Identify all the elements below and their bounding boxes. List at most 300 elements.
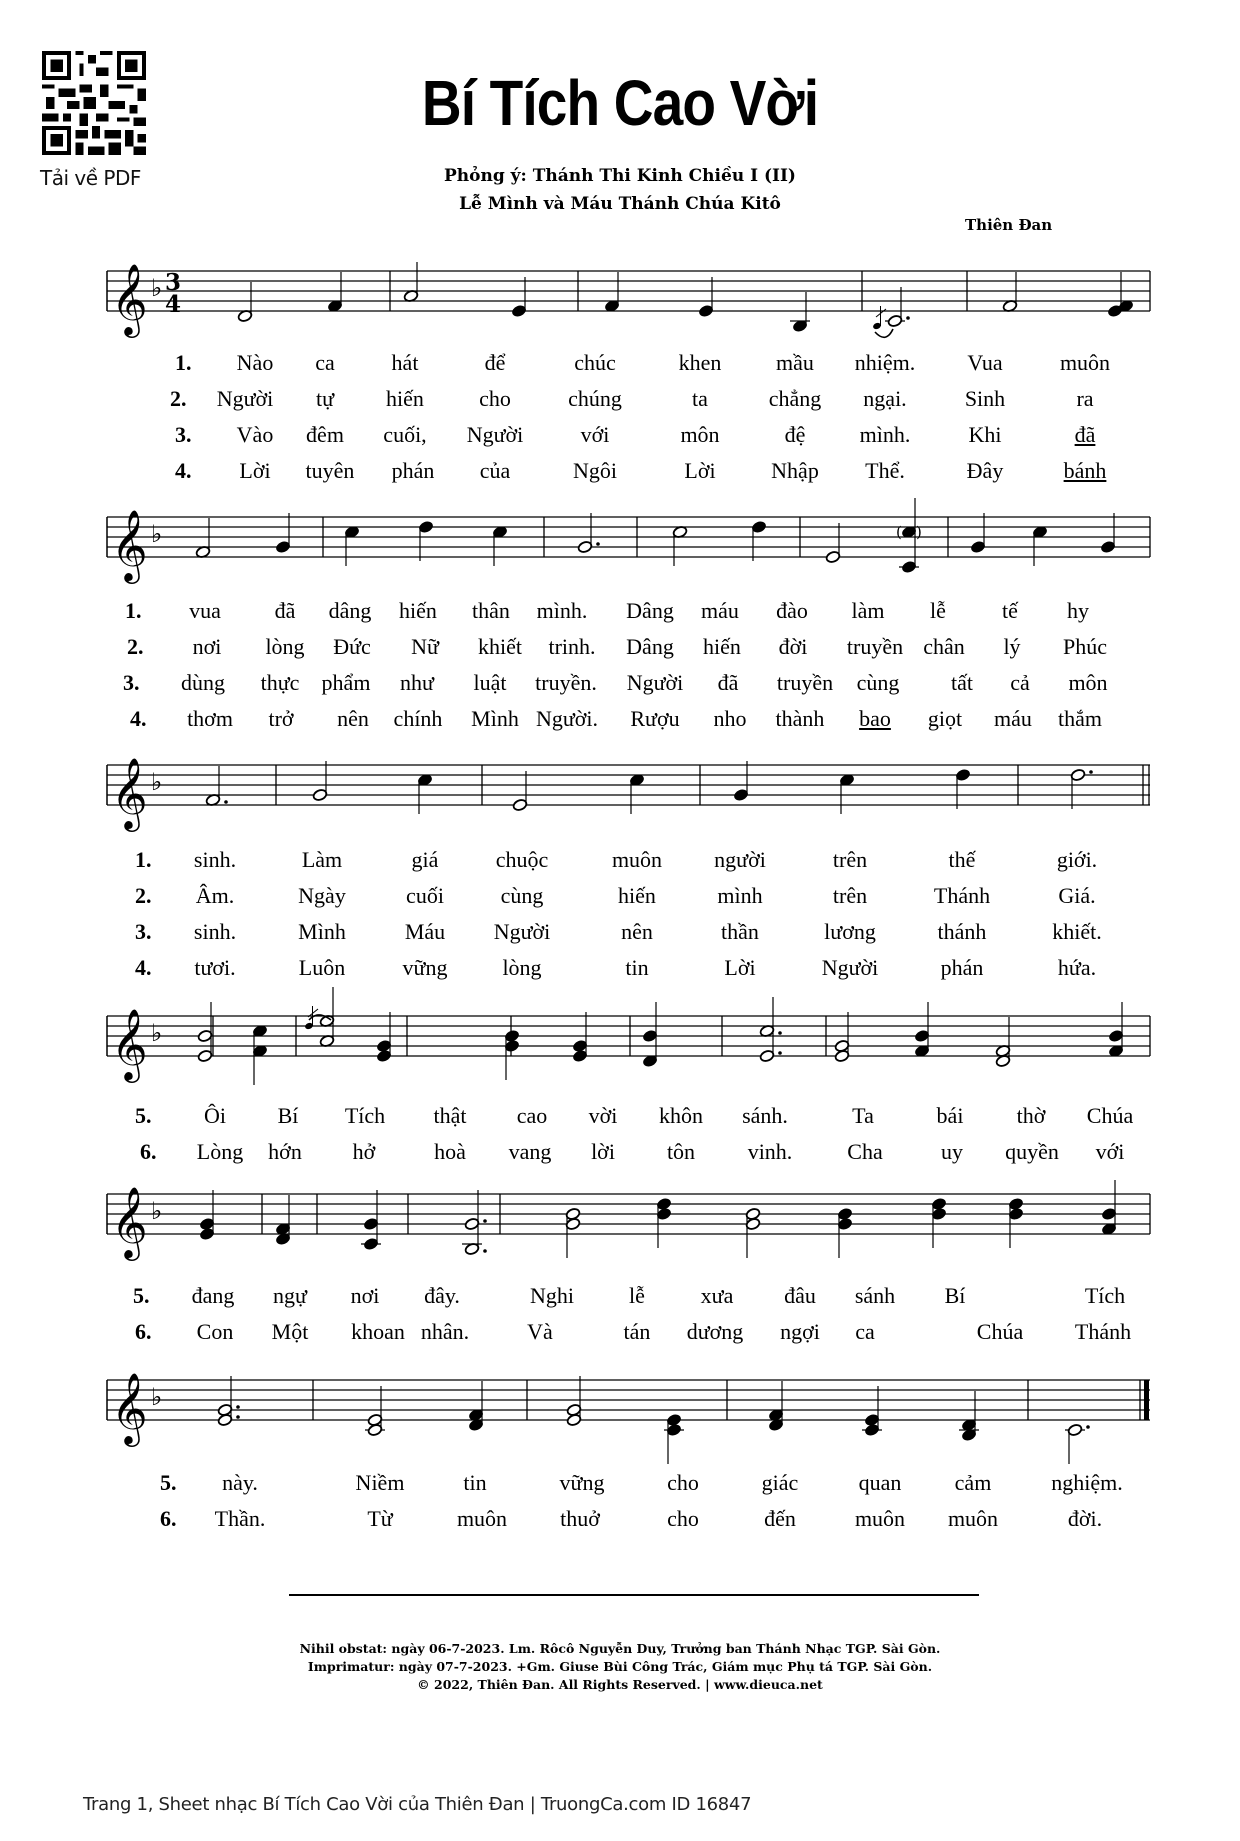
quarter-note — [664, 1413, 684, 1464]
lyric-word: muôn — [611, 847, 663, 872]
lyric-word: Ta — [852, 1103, 874, 1128]
staff-system — [107, 498, 1150, 584]
quarter-note — [504, 1029, 520, 1080]
lyric-word: giác — [761, 1470, 799, 1495]
lyric-word: cho — [667, 1506, 699, 1531]
lyric-word: Mình — [471, 706, 519, 731]
lyric-word: khen — [678, 350, 722, 375]
lyric-word: người — [714, 847, 766, 872]
lyric-word: khôn — [659, 1103, 703, 1128]
lyric-word: cuối, — [383, 422, 427, 447]
copyright: © 2022, Thiên Đan. All Rights Reserved. | www.dieuca.net — [417, 1677, 823, 1692]
lyric-word: lời — [591, 1139, 615, 1164]
time-signature-bottom: 4 — [165, 291, 182, 318]
lyric-word: lương — [824, 919, 876, 944]
lyric-word: phán — [940, 955, 984, 980]
lyric-word: tế — [1002, 598, 1018, 623]
lyric-word: trên — [832, 883, 868, 908]
lyric-word: thần — [721, 919, 759, 944]
lyric-word: thánh — [937, 919, 987, 944]
lyric-word: này. — [222, 1470, 258, 1495]
lyric-word: giọt — [927, 706, 963, 731]
quarter-note — [1108, 1002, 1124, 1058]
lyric-word: thờ — [1016, 1103, 1046, 1128]
lyric-word: chuộc — [495, 847, 549, 872]
lyric-word: bánh — [1063, 458, 1107, 483]
lyric-word: truyền — [776, 670, 834, 695]
half-note — [672, 525, 688, 566]
staff-system — [107, 262, 1150, 338]
lyric-word: phẩm — [321, 670, 371, 695]
verse-number: 5. — [160, 1470, 177, 1495]
half-note — [1002, 272, 1018, 313]
lyric-word: hớn — [268, 1139, 302, 1164]
lyric-word: Rượu — [630, 706, 680, 731]
lyric-word: Đức — [333, 634, 371, 659]
lyric-word: nghiệm. — [1051, 1470, 1123, 1495]
lyric-word: chẳng — [768, 386, 822, 411]
lyric-word: Nhập — [771, 458, 819, 483]
lyric-word: sánh. — [742, 1103, 788, 1128]
lyric-word: hứa. — [1057, 955, 1097, 980]
lyric-word: môn — [680, 422, 720, 447]
lyric-word: máu — [994, 706, 1032, 731]
quarter-note — [327, 272, 343, 313]
lyric-word: Lời — [239, 458, 271, 483]
lyric-word: Tích — [344, 1103, 386, 1128]
verse-number: 1. — [125, 598, 142, 623]
lyric-word: dâng — [328, 598, 372, 623]
verse-number: 3. — [135, 919, 152, 944]
lyric-word: nơi — [192, 634, 222, 659]
lyric-word: cho — [667, 1470, 699, 1495]
imprimatur: Imprimatur: ngày 07-7-2023. +Gm. Giuse Bùi Công Trác, Giám mục Phụ tá TGP. Sài Gòn. — [307, 1659, 933, 1674]
quarter-note — [698, 277, 714, 318]
lyric-word: với — [580, 422, 610, 447]
lyric-word: muôn — [1059, 350, 1111, 375]
lyric-word: với — [1095, 1139, 1125, 1164]
lyric-word: sinh. — [193, 847, 237, 872]
quarter-note — [1008, 1197, 1024, 1248]
quarter-note — [837, 1207, 853, 1258]
quarter-note — [656, 1197, 672, 1248]
quarter-note — [572, 1012, 588, 1063]
lyric-word: Phúc — [1063, 634, 1107, 659]
lyric-word: đào — [776, 598, 808, 623]
lyric-word: nhân. — [420, 1319, 470, 1344]
lyric-word: cuối — [406, 883, 444, 908]
quarter-note — [361, 1190, 381, 1251]
half-note — [403, 262, 419, 303]
page-footer: Trang 1, Sheet nhạc Bí Tích Cao Vời của Thiên Đan | TruongCa.com ID 16847 — [83, 1794, 752, 1815]
quarter-note — [955, 768, 971, 809]
subtitle-inspiration: Phỏng ý: Thánh Thi Kinh Chiều I (II) — [444, 166, 796, 186]
flat-key-signature-icon: ♭ — [151, 520, 163, 548]
lyric-word: mình. — [859, 422, 911, 447]
quarter-note — [914, 1002, 930, 1058]
lyric-word: dương — [686, 1319, 744, 1344]
quarter-note — [839, 773, 855, 814]
lyric-word: hiến — [386, 386, 424, 411]
lyric-word: truyền. — [535, 670, 597, 695]
lyric-word: đã — [1074, 422, 1096, 447]
lyric-word: đời — [778, 634, 808, 659]
lyric-word: Lòng — [196, 1139, 244, 1164]
dotted-half-note — [205, 766, 228, 807]
dotted-half-note — [1065, 1423, 1090, 1464]
lyric-word: lòng — [502, 955, 542, 980]
lyric-word: đệ — [784, 422, 806, 447]
half-note — [197, 1002, 213, 1063]
lyric-word: Từ — [367, 1506, 393, 1531]
lyric-word: thực — [260, 670, 300, 695]
lyric-word: dùng — [181, 670, 225, 695]
verse-number: 1. — [175, 350, 192, 375]
quarter-note — [931, 1197, 947, 1248]
nihil-obstat: Nihil obstat: ngày 06-7-2023. Lm. Rôcô Nguyễn Duy, Trưởng ban Thánh Nhạc TGP. Sài Gòn. — [299, 1641, 941, 1656]
lyric-word: Thánh — [1074, 1319, 1132, 1344]
lyric-word: bái — [936, 1103, 964, 1128]
lyric-word: muôn — [456, 1506, 508, 1531]
treble-clef-icon: 𝄞 — [111, 262, 148, 335]
lyric-word: cao — [516, 1103, 548, 1128]
lyric-word: hiến — [399, 598, 437, 623]
lyric-word: Mình — [298, 919, 346, 944]
lyric-word: Bí — [944, 1283, 966, 1308]
quarter-note — [275, 513, 291, 554]
lyric-word: Ngày — [298, 883, 346, 908]
verse-number: 2. — [170, 386, 187, 411]
lyric-word: hiến — [618, 883, 656, 908]
lyric-word: cho — [479, 386, 511, 411]
lyric-word: hy — [1067, 598, 1089, 623]
quarter-note — [275, 1195, 291, 1246]
lyric-word: chúng — [568, 386, 622, 411]
lyric-word: của — [479, 458, 511, 483]
lyric-word: Luôn — [298, 955, 346, 980]
lyric-word: đã — [717, 670, 739, 695]
lyric-word: Người — [493, 919, 551, 944]
lyric-word: Vua — [967, 350, 1003, 375]
lyric-word: nơi — [350, 1283, 380, 1308]
lyric-word: Sinh — [964, 386, 1006, 411]
lyric-word: Thần. — [214, 1506, 266, 1531]
lyric-word: Niềm — [355, 1470, 405, 1495]
lyric-word: Khi — [968, 422, 1002, 447]
lyric-word: tin — [625, 955, 649, 980]
lyric-word: tôn — [666, 1139, 696, 1164]
song-title: Bí Tích Cao Vời — [421, 67, 819, 139]
lyric-word: vững — [559, 1470, 605, 1495]
lyric-word: ta — [692, 386, 708, 411]
lyric-word: tuyên — [305, 458, 355, 483]
lyric-word: thân — [472, 598, 510, 623]
lyric-word: Nào — [236, 350, 274, 375]
lyric-word: vững — [402, 955, 448, 980]
lyric-word: như — [400, 670, 434, 695]
lyric-word: Vào — [236, 422, 274, 447]
lyric-word: Và — [527, 1319, 553, 1344]
half-note — [834, 1012, 850, 1063]
verse-number: 2. — [135, 883, 152, 908]
lyric-word: đến — [764, 1506, 796, 1531]
staff-system — [107, 1371, 1150, 1464]
footer-divider — [289, 1594, 979, 1596]
lyric-word: thế — [948, 847, 976, 872]
lyric-word: lý — [1003, 634, 1021, 659]
flat-key-signature-icon: ♭ — [151, 1197, 163, 1225]
lyric-word: để — [484, 350, 506, 375]
lyric-word: Nữ — [411, 634, 439, 659]
quarter-note — [376, 1012, 392, 1063]
lyric-word: thơm — [187, 706, 233, 731]
quarter-note — [751, 520, 767, 561]
lyric-word: hoà — [434, 1139, 466, 1164]
lyric-word: thành — [775, 706, 825, 731]
lyric-word: lễ — [930, 598, 946, 623]
quarter-note — [604, 272, 620, 313]
half-note — [825, 523, 841, 564]
svg-text:): ) — [916, 523, 922, 541]
lyric-word: hở — [352, 1139, 376, 1164]
lyric-word: Làm — [301, 847, 343, 872]
half-note — [312, 761, 328, 802]
lyric-word: đời. — [1067, 1506, 1103, 1531]
quarter-note — [896, 498, 922, 574]
half-note — [304, 987, 335, 1048]
half-note — [745, 1207, 761, 1258]
lyric-word: Con — [196, 1319, 234, 1344]
lyric-word: Ngôi — [573, 458, 617, 483]
quarter-note — [1101, 1180, 1117, 1236]
lyric-word: thắm — [1058, 706, 1102, 731]
lyric-word: khoan — [351, 1319, 405, 1344]
lyric-word: sinh. — [193, 919, 237, 944]
lyric-word: đang — [191, 1283, 235, 1308]
flat-key-signature-icon: ♭ — [151, 274, 163, 302]
half-note — [565, 1207, 581, 1258]
lyric-word: đã — [274, 598, 296, 623]
lyric-word: trên — [832, 847, 868, 872]
lyric-word: cùng — [500, 883, 544, 908]
lyric-word: nhiệm. — [854, 350, 916, 375]
verse-number: 6. — [160, 1506, 177, 1531]
lyric-word: đêm — [306, 422, 344, 447]
quarter-note — [733, 761, 749, 802]
composer-name: Thiên Đan — [965, 216, 1053, 234]
lyric-word: Cha — [847, 1139, 883, 1164]
half-note — [195, 518, 211, 559]
lyric-word: muôn — [854, 1506, 906, 1531]
lyric-word: truyền — [846, 634, 904, 659]
treble-clef-icon: 𝄞 — [111, 756, 148, 829]
lyric-word: Người — [216, 386, 274, 411]
verse-number: 6. — [140, 1139, 157, 1164]
lyric-word: Lời — [684, 458, 716, 483]
lyric-word: trở — [268, 706, 294, 731]
svg-text:(: ( — [896, 523, 902, 541]
dotted-half-note — [462, 1190, 487, 1256]
verse-number: 4. — [175, 458, 192, 483]
dotted-half-note — [759, 997, 782, 1063]
verse-number: 5. — [135, 1103, 152, 1128]
lyric-word: quyền — [1005, 1139, 1059, 1164]
quarter-note — [468, 1381, 484, 1432]
lyric-word: tươi. — [194, 955, 236, 980]
lyric-word: lễ — [629, 1283, 645, 1308]
lyric-word: chính — [393, 706, 443, 731]
lyric-word: cảm — [954, 1470, 992, 1495]
lyric-word: ngự — [273, 1283, 307, 1308]
lyric-word: tất — [951, 670, 973, 695]
time-signature-top: 3 — [165, 269, 182, 296]
lyric-word: mình — [717, 883, 763, 908]
lyric-word: luật — [473, 670, 507, 695]
verse-number: 2. — [127, 634, 144, 659]
verse-number: 4. — [130, 706, 147, 731]
lyric-word: Một — [271, 1319, 309, 1344]
lyric-word: Người — [626, 670, 684, 695]
download-pdf-link[interactable]: Tải về PDF — [40, 166, 141, 190]
lyric-word: hiến — [703, 634, 741, 659]
quarter-note — [1032, 525, 1048, 566]
lyric-word: vua — [189, 598, 221, 623]
quarter-note — [959, 1391, 979, 1442]
lyric-word: quan — [858, 1470, 902, 1495]
lyric-word: Máu — [404, 919, 446, 944]
lyric-word: ca — [855, 1319, 875, 1344]
lyric-word: ngợi — [780, 1319, 820, 1344]
half-note — [995, 1017, 1011, 1068]
dotted-half-note — [872, 287, 910, 337]
lyric-word: nho — [713, 706, 747, 731]
lyric-word: thật — [433, 1103, 467, 1128]
verse-number: 1. — [135, 847, 152, 872]
lyric-word: Người. — [535, 706, 599, 731]
lyric-word: uy — [941, 1139, 963, 1164]
half-note — [566, 1376, 582, 1427]
lyric-word: vời — [588, 1103, 618, 1128]
quarter-note — [629, 773, 645, 814]
lyric-word: môn — [1068, 670, 1108, 695]
quarter-note — [417, 773, 433, 814]
lyric-word: trinh. — [548, 634, 596, 659]
lyric-word: ca — [315, 350, 335, 375]
lyric-word: Người — [466, 422, 524, 447]
quarter-note — [418, 520, 434, 561]
lyric-word: muôn — [947, 1506, 999, 1531]
lyric-word: thuở — [560, 1506, 600, 1531]
lyric-word: cả — [1010, 670, 1030, 695]
lyric-word: ra — [1076, 386, 1094, 411]
lyric-word: cùng — [856, 670, 900, 695]
lyric-word: Âm. — [195, 883, 235, 908]
lyric-word: hát — [391, 350, 419, 375]
lyric-word: Chúa — [976, 1319, 1024, 1344]
lyric-word: đây. — [424, 1283, 460, 1308]
lyric-word: Tích — [1084, 1283, 1126, 1308]
staff-system — [107, 756, 1150, 832]
lyric-word: nên — [337, 706, 369, 731]
half-note — [512, 771, 528, 812]
lyric-word: mầu — [776, 350, 814, 375]
half-note — [365, 1386, 385, 1437]
flat-key-signature-icon: ♭ — [151, 1019, 163, 1047]
quarter-note — [511, 277, 527, 318]
lyric-word: tin — [463, 1470, 487, 1495]
lyric-word: phán — [391, 458, 435, 483]
quarter-note — [790, 292, 810, 333]
lyric-word: ngại. — [863, 386, 907, 411]
lyric-word: Đây — [966, 458, 1004, 483]
half-note — [237, 282, 253, 323]
lyric-word: Thánh — [933, 883, 991, 908]
lyric-word: đâu — [784, 1283, 816, 1308]
lyric-word: khiết — [478, 634, 522, 659]
flat-key-signature-icon: ♭ — [151, 768, 163, 796]
lyric-word: nên — [621, 919, 653, 944]
lyric-word: Chúa — [1086, 1103, 1134, 1128]
lyric-word: Bí — [277, 1103, 299, 1128]
lyric-word: Dâng — [626, 598, 674, 623]
verse-number: 4. — [135, 955, 152, 980]
verse-number: 3. — [175, 422, 192, 447]
quarter-note — [252, 1024, 268, 1085]
lyric-word: chúc — [574, 350, 616, 375]
quarter-note — [862, 1386, 882, 1437]
lyric-word: Nghi — [530, 1283, 574, 1308]
quarter-note — [970, 513, 986, 554]
staff-system — [107, 1180, 1150, 1261]
lyric-word: Người — [821, 955, 879, 980]
lyric-word: bao — [859, 706, 891, 731]
subtitle-feast: Lễ Mình và Máu Thánh Chúa Kitô — [459, 194, 781, 214]
quarter-note — [768, 1381, 784, 1432]
lyric-word: mình. — [536, 598, 588, 623]
quarter-note — [199, 1190, 215, 1241]
treble-clef-icon: 𝄞 — [111, 508, 148, 581]
lyric-word: Ôi — [204, 1103, 226, 1128]
quarter-note — [642, 1002, 658, 1068]
quarter-note — [344, 525, 360, 566]
lyric-word: giá — [411, 847, 439, 872]
dotted-half-note — [217, 1376, 240, 1427]
verse-number: 3. — [123, 670, 140, 695]
lyric-word: giới. — [1056, 847, 1098, 872]
lyric-word: Dâng — [626, 634, 674, 659]
lyric-word: vang — [508, 1139, 552, 1164]
treble-clef-icon: 𝄞 — [111, 1007, 148, 1080]
quarter-note — [492, 525, 508, 566]
lyric-word: lòng — [265, 634, 305, 659]
treble-clef-icon: 𝄞 — [111, 1371, 148, 1444]
lyric-word: xưa — [700, 1283, 734, 1308]
flat-key-signature-icon: ♭ — [151, 1383, 163, 1411]
treble-clef-icon: 𝄞 — [111, 1185, 148, 1258]
verse-number: 5. — [133, 1283, 150, 1308]
lyric-word: tự — [315, 386, 335, 411]
quarter-note — [1100, 513, 1116, 554]
staff-system — [107, 987, 1150, 1085]
lyric-word: máu — [701, 598, 739, 623]
lyric-word: Thể. — [865, 458, 905, 483]
lyric-word: làm — [851, 598, 885, 623]
lyric-word: Lời — [724, 955, 756, 980]
lyric-word: vinh. — [747, 1139, 793, 1164]
verse-number: 6. — [135, 1319, 152, 1344]
lyric-word: khiết. — [1052, 919, 1102, 944]
lyric-word: sánh — [854, 1283, 896, 1308]
